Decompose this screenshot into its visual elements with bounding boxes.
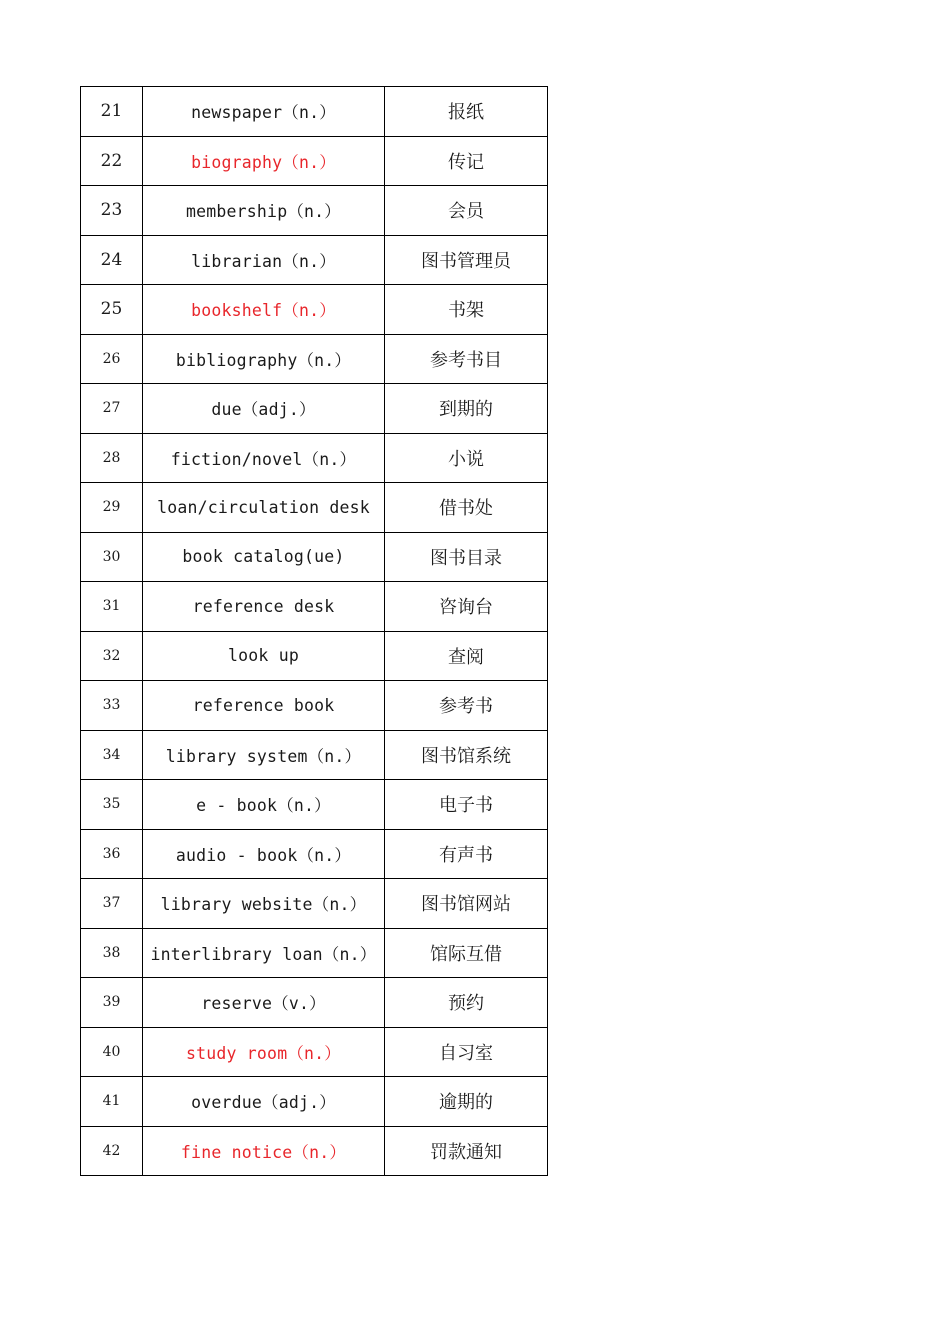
chinese-translation: 咨询台 xyxy=(385,582,548,632)
row-number: 37 xyxy=(81,879,143,929)
table-row xyxy=(81,1077,548,1127)
table-row xyxy=(81,631,548,681)
english-term: librarian（n.） xyxy=(143,235,385,285)
table-row xyxy=(81,532,548,582)
chinese-translation: 参考书目 xyxy=(385,334,548,384)
english-term: audio - book（n.） xyxy=(143,829,385,879)
row-number: 42 xyxy=(81,1126,143,1176)
chinese-translation: 小说 xyxy=(385,433,548,483)
table-row xyxy=(81,483,548,533)
row-number: 41 xyxy=(81,1077,143,1127)
chinese-translation: 自习室 xyxy=(385,1027,548,1077)
row-number: 25 xyxy=(81,285,143,335)
chinese-translation: 馆际互借 xyxy=(385,928,548,978)
chinese-translation: 图书目录 xyxy=(385,532,548,582)
table-row xyxy=(81,87,548,137)
chinese-translation: 报纸 xyxy=(385,87,548,137)
row-number: 28 xyxy=(81,433,143,483)
english-term: reference desk xyxy=(143,582,385,632)
english-term: due（adj.） xyxy=(143,384,385,434)
english-term: library website（n.） xyxy=(143,879,385,929)
chinese-translation: 逾期的 xyxy=(385,1077,548,1127)
english-term: loan/circulation desk xyxy=(143,483,385,533)
chinese-translation: 预约 xyxy=(385,978,548,1028)
table-row xyxy=(81,681,548,731)
table-row xyxy=(81,780,548,830)
english-term: reserve（v.） xyxy=(143,978,385,1028)
row-number: 34 xyxy=(81,730,143,780)
row-number: 21 xyxy=(81,87,143,137)
chinese-translation: 图书馆系统 xyxy=(385,730,548,780)
row-number: 32 xyxy=(81,631,143,681)
english-term: e - book（n.） xyxy=(143,780,385,830)
english-term: study room（n.） xyxy=(143,1027,385,1077)
english-term: reference book xyxy=(143,681,385,731)
table-row xyxy=(81,978,548,1028)
row-number: 27 xyxy=(81,384,143,434)
table-row xyxy=(81,285,548,335)
row-number: 36 xyxy=(81,829,143,879)
chinese-translation: 罚款通知 xyxy=(385,1126,548,1176)
english-term: look up xyxy=(143,631,385,681)
chinese-translation: 传记 xyxy=(385,136,548,186)
row-number: 33 xyxy=(81,681,143,731)
english-term: book catalog(ue) xyxy=(143,532,385,582)
table-row xyxy=(81,582,548,632)
chinese-translation: 图书管理员 xyxy=(385,235,548,285)
english-term: bibliography（n.） xyxy=(143,334,385,384)
row-number: 30 xyxy=(81,532,143,582)
english-term: membership（n.） xyxy=(143,186,385,236)
row-number: 38 xyxy=(81,928,143,978)
row-number: 31 xyxy=(81,582,143,632)
chinese-translation: 借书处 xyxy=(385,483,548,533)
table-row xyxy=(81,186,548,236)
row-number: 39 xyxy=(81,978,143,1028)
table-row xyxy=(81,334,548,384)
chinese-translation: 有声书 xyxy=(385,829,548,879)
vocabulary-table xyxy=(80,86,548,1176)
chinese-translation: 书架 xyxy=(385,285,548,335)
english-term: newspaper（n.） xyxy=(143,87,385,137)
row-number: 40 xyxy=(81,1027,143,1077)
table-row xyxy=(81,384,548,434)
table-row xyxy=(81,136,548,186)
table-row xyxy=(81,730,548,780)
english-term: fine notice（n.） xyxy=(143,1126,385,1176)
row-number: 22 xyxy=(81,136,143,186)
english-term: biography（n.） xyxy=(143,136,385,186)
table-row xyxy=(81,433,548,483)
chinese-translation: 电子书 xyxy=(385,780,548,830)
english-term: fiction/novel（n.） xyxy=(143,433,385,483)
english-term: library system（n.） xyxy=(143,730,385,780)
vocabulary-table-body xyxy=(81,87,548,1176)
chinese-translation: 参考书 xyxy=(385,681,548,731)
table-row xyxy=(81,1027,548,1077)
table-row xyxy=(81,829,548,879)
english-term: bookshelf（n.） xyxy=(143,285,385,335)
chinese-translation: 查阅 xyxy=(385,631,548,681)
table-row xyxy=(81,879,548,929)
chinese-translation: 会员 xyxy=(385,186,548,236)
table-row xyxy=(81,928,548,978)
row-number: 35 xyxy=(81,780,143,830)
english-term: interlibrary loan（n.） xyxy=(143,928,385,978)
table-row xyxy=(81,1126,548,1176)
row-number: 23 xyxy=(81,186,143,236)
table-row xyxy=(81,235,548,285)
row-number: 26 xyxy=(81,334,143,384)
row-number: 24 xyxy=(81,235,143,285)
row-number: 29 xyxy=(81,483,143,533)
chinese-translation: 图书馆网站 xyxy=(385,879,548,929)
english-term: overdue（adj.） xyxy=(143,1077,385,1127)
chinese-translation: 到期的 xyxy=(385,384,548,434)
